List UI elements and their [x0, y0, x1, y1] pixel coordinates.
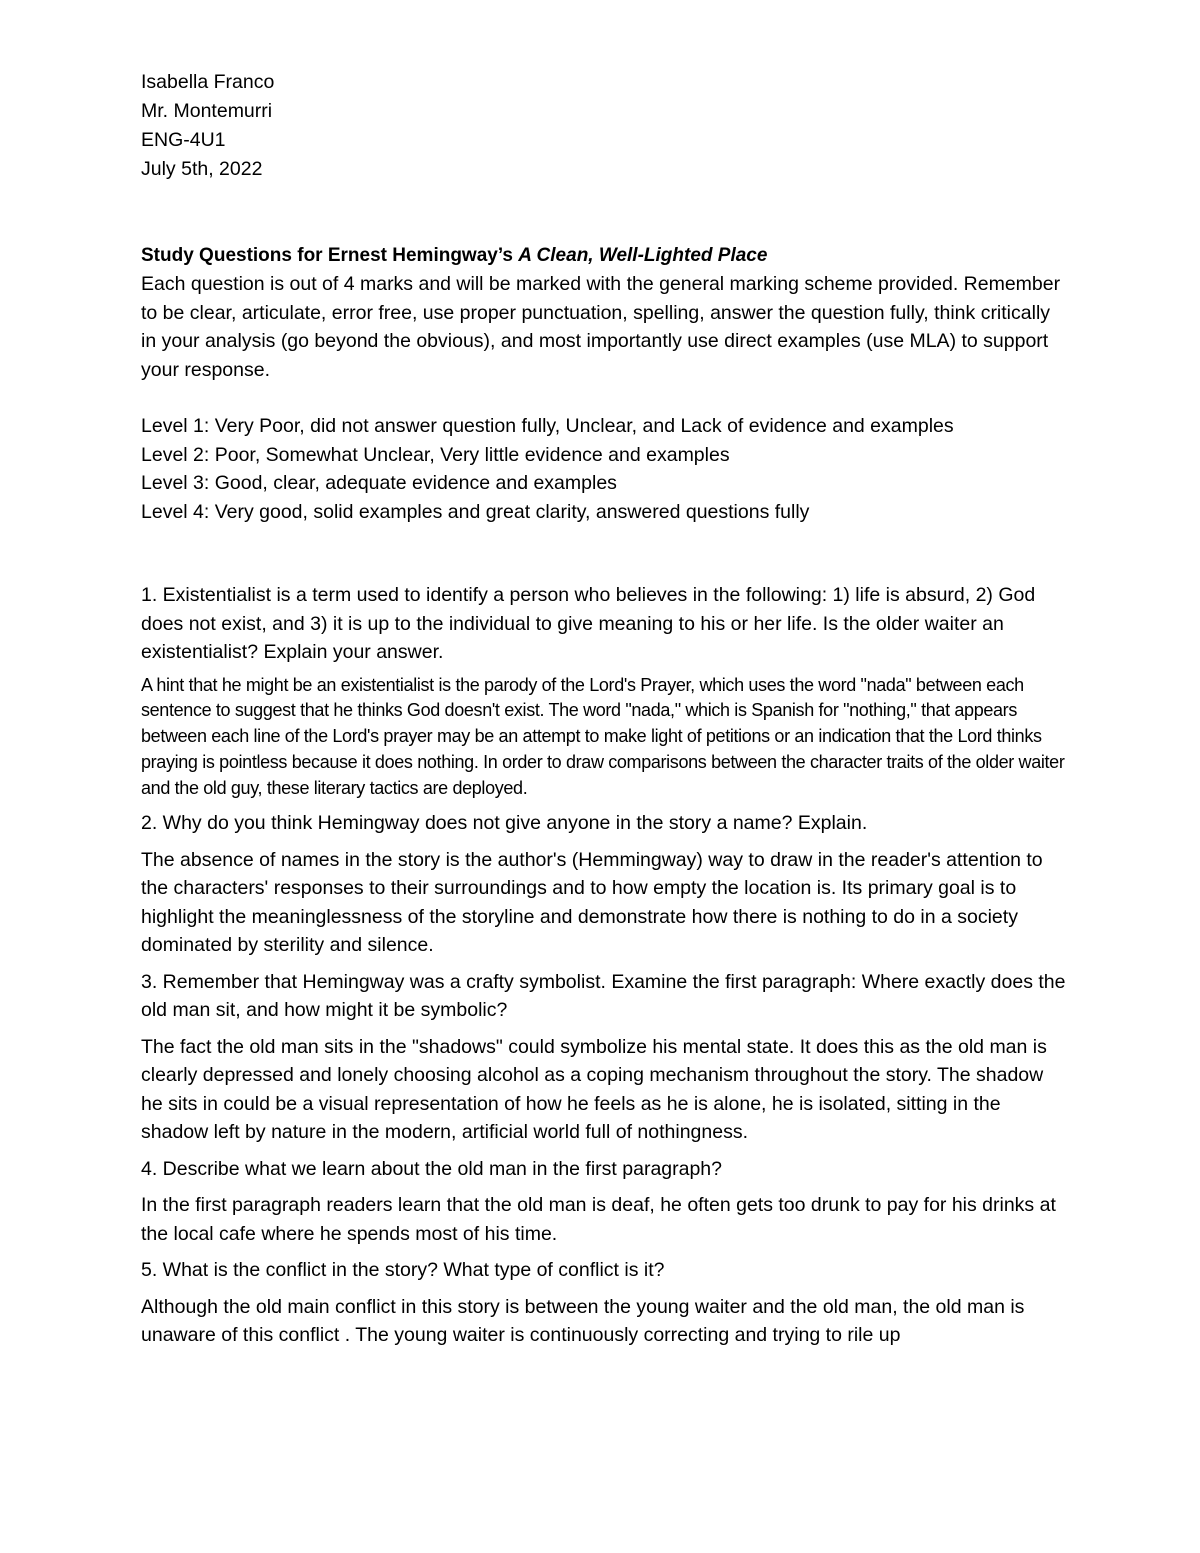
question-4: 4. Describe what we learn about the old man in the first paragraph? — [141, 1157, 723, 1180]
answer-2: The absence of names in the story is the author's (Hemmingway) way to draw in the reader's attention to the characters' responses to their surroundings and to how empty the location is. Its primary goal is to highlight the meaninglessness of the storyline and demonstrate how there is nothing to do in a society dominated by sterility and silence. — [141, 848, 1043, 957]
marking-scheme — [141, 412, 1066, 526]
question-5: 5. What is the conflict in the story? What type of conflict is it? — [141, 1259, 665, 1282]
answer-5: Although the old main conflict in this story is between the young waiter and the old man, the old man is unaware of this conflict . The young waiter is continuously correcting and trying to rile up — [141, 1295, 1025, 1347]
answer-3: The fact the old man sits in the "shadows" could symbolize his mental state. It does this as the old man is clearly depressed and lonely choosing alcohol as a coping mechanism throughout the story. The shadow he sits in could be a visual representation of how he feels as he is alone, he is isolated, sitting in the shadow left by nature in the modern, artificial world full of nothingness. — [141, 1035, 1047, 1144]
level-1: Level 1: Very Poor, did not answer question fully, Unclear, and Lack of evidence and examples — [141, 415, 954, 437]
title-work: A Clean, Well-Lighted Place — [518, 245, 768, 266]
course-code: ENG-4U1 — [141, 129, 226, 151]
question-3: 3. Remember that Hemingway was a crafty symbolist. Examine the first paragraph: Where exactly does the old man sit, and how might it be symbolic? — [141, 970, 1066, 1022]
question-2: 2. Why do you think Hemingway does not give anyone in the story a name? Explain. — [141, 812, 868, 835]
document-date: July 5th, 2022 — [141, 158, 263, 180]
question-1: 1. Existentialist is a term used to identify a person who believes in the following: 1) life is absurd, 2) God does not exist, and 3) it is up to the individual to give meaning to his or her life. Is the older waiter an existentialist? Explain your answer. — [141, 584, 1036, 663]
answer-4: In the first paragraph readers learn that the old man is deaf, he often gets too drunk to pay for his drinks at the local cafe where he spends most of his time. — [141, 1194, 1056, 1245]
title-prefix: Study Questions for Ernest Hemingway’s — [141, 245, 519, 266]
level-3: Level 3: Good, clear, adequate evidence and examples — [141, 472, 617, 494]
document-title — [141, 241, 1066, 270]
instructions-paragraph: Each question is out of 4 marks and will be marked with the general marking scheme provided. Remember to be clear, articulate, error free, use proper punctuation, spelling, answer the question fully, think critically in your analysis (go beyond the obvious), and most importantly use direct examples (use MLA) to support your response. — [141, 273, 1061, 381]
level-4: Level 4: Very good, solid examples and great clarity, answered questions fully — [141, 500, 810, 523]
level-2: Level 2: Poor, Somewhat Unclear, Very little evidence and examples — [141, 443, 730, 466]
document-header — [141, 68, 1066, 184]
answer-1: A hint that he might be an existentialist is the parody of the Lord's Prayer, which uses the word "nada" between each sentence to suggest that he thinks God doesn't exist. The word "nada," which is Spanish for "nothing," that appears between each line of the Lord's prayer may be an attempt to make light of petitions or an indication that the Lord thinks praying is pointless because it does nothing. In order to draw comparisons between the character traits of the older waiter and the old guy, these literary tactics are deployed. — [141, 674, 1065, 798]
document-page — [141, 68, 1066, 1350]
student-name: Isabella Franco — [141, 71, 275, 93]
teacher-name: Mr. Montemurri — [141, 100, 273, 122]
